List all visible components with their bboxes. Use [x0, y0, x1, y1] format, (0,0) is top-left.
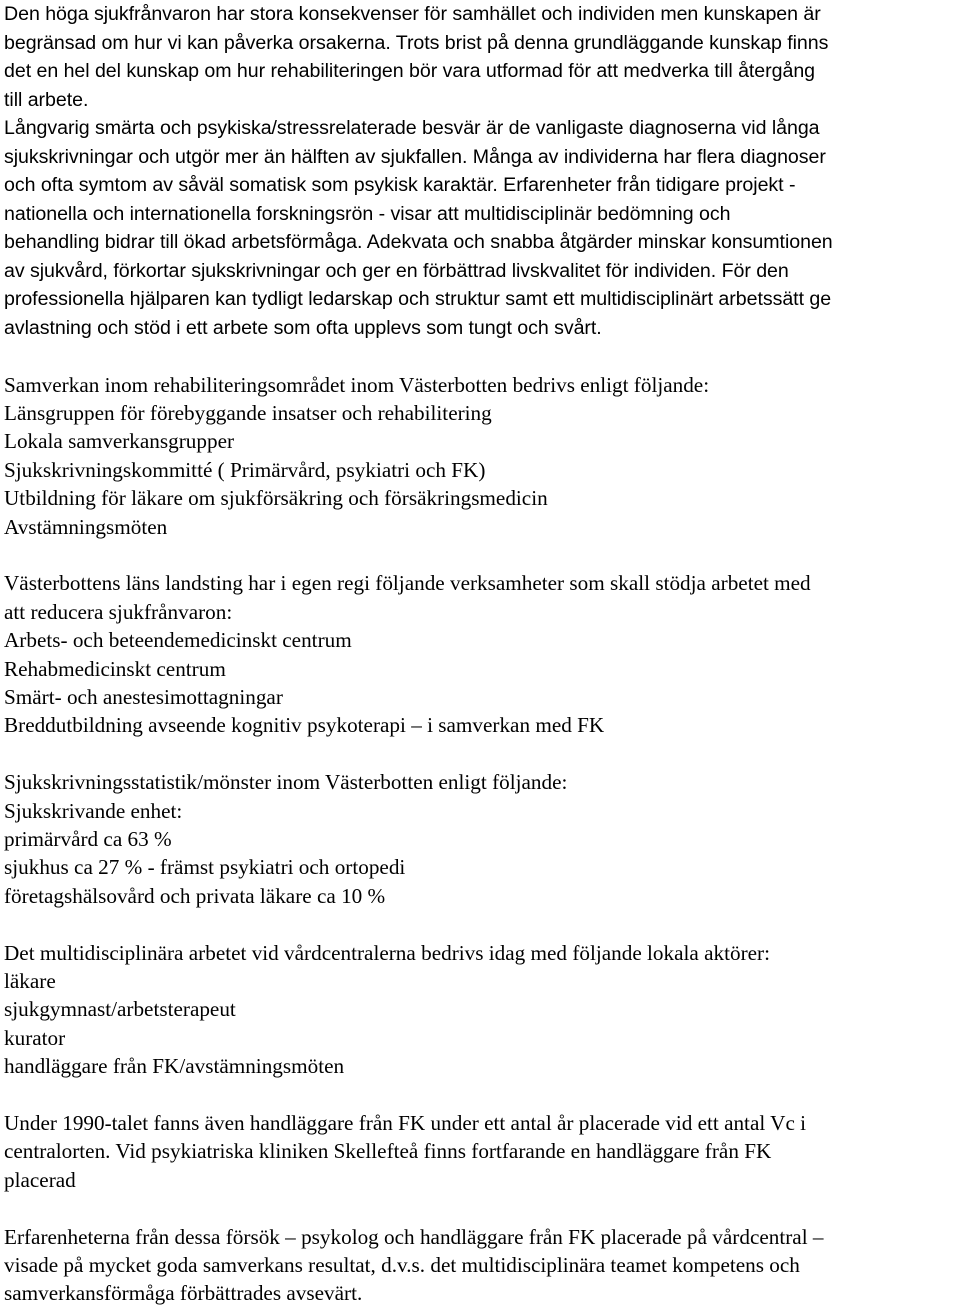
section-heading: Det multidisciplinära arbetet vid vårdcentralerna bedrivs idag med följande lokala aktörer: [4, 940, 770, 965]
text-line: Erfarenheterna från dessa försök – psykolog och handläggare från FK placerade på vårdcentral – [4, 1224, 824, 1249]
text-line: samverkansförmåga förbättrades avsevärt. [4, 1281, 363, 1306]
list-item: Utbildning för läkare om sjukförsäkring och försäkringsmedicin [4, 486, 548, 511]
section-heading: Sjukskrivningsstatistik/mönster inom Västerbotten enligt följande: [4, 770, 568, 795]
list-item: Rehabmedicinskt centrum [4, 656, 226, 681]
historik-paragraph [4, 1109, 958, 1194]
landsting-section [4, 569, 958, 739]
list-item: handläggare från FK/avstämningsmöten [4, 1054, 345, 1079]
list-item: Sjukskrivande enhet: [4, 798, 183, 823]
section-heading: Samverkan inom rehabiliteringsområdet inom Västerbotten bedrivs enligt följande: [4, 372, 710, 397]
document-page [4, 0, 958, 1308]
text-line: Långvarig smärta och psykiska/stressrelaterade besvär är de vanligaste diagnoserna vid långa [4, 117, 820, 139]
paragraph-spacer [4, 541, 958, 569]
list-item: primärvård ca 63 % [4, 826, 172, 851]
samverkan-section [4, 371, 958, 541]
list-item: företagshälsovård och privata läkare ca 10 % [4, 883, 386, 908]
text-line: begränsad om hur vi kan påverka orsakerna. Trots brist på denna grundläggande kunskap finns [4, 31, 829, 54]
list-item: Breddutbildning avseende kognitiv psykoterapi – i samverkan med FK [4, 713, 605, 738]
text-line: sjukskrivningar och utgör mer än hälften av sjukfallen. Många av individerna har flera diagnoser [4, 145, 826, 168]
text-line: Under 1990-talet fanns även handläggare från FK under ett antal år placerade vid ett antal Vc i [4, 1111, 807, 1135]
paragraph-spacer [4, 1194, 958, 1222]
paragraph-spacer [4, 1081, 958, 1109]
section-heading: Västerbottens läns landsting har i egen regi följande verksamheter som skall stödja arbetet med [4, 571, 811, 596]
text-line: behandling bidrar till ökad arbetsförmåga. Adekvata och snabba åtgärder minskar konsumtionen [4, 231, 833, 253]
text-line: avlastning och stöd i ett arbete som ofta upplevs som tungt och svårt. [4, 316, 602, 339]
text-line: visade på mycket goda samverkans resultat, d.v.s. det multidisciplinära teamet kompetens och [4, 1253, 800, 1278]
text-line: av sjukvård, förkortar sjukskrivningar och ger en förbättrad livskvalitet för individen. För den [4, 259, 789, 282]
text-line: det en hel del kunskap om hur rehabiliteringen bör vara utformad för att medverka till återgång [4, 60, 816, 82]
list-item: sjukgymnast/arbetsterapeut [4, 997, 236, 1022]
paragraph-spacer [4, 740, 958, 768]
text-line: placerad [4, 1167, 76, 1192]
aktorer-section [4, 939, 958, 1081]
text-line: till arbete. [4, 88, 89, 111]
text-line: Den höga sjukfrånvaron har stora konsekvenser för samhället och individen men kunskapen är [4, 3, 821, 25]
list-item: Lokala samverkansgrupper [4, 429, 235, 454]
text-line: nationella och internationella forskningsrön - visar att multidisciplinär bedömning och [4, 202, 731, 225]
list-item: Sjukskrivningskommitté ( Primärvård, psykiatri och FK) [4, 457, 486, 482]
list-item: läkare [4, 968, 56, 993]
text-line: professionella hjälparen kan tydligt ledarskap och struktur samt ett multidisciplinärt arbetssätt ge [4, 288, 832, 310]
intro-paragraph [4, 0, 958, 342]
erfarenheter-paragraph [4, 1223, 958, 1308]
text-line: centralorten. Vid psykiatriska kliniken Skellefteå finns fortfarande en handläggare från FK [4, 1139, 772, 1164]
list-item: Länsgruppen för förebyggande insatser och rehabilitering [4, 400, 492, 425]
paragraph-spacer [4, 910, 958, 938]
list-item: kurator [4, 1025, 66, 1050]
statistik-section [4, 768, 958, 910]
text-line: och ofta symtom av såväl somatisk som psykisk karaktär. Erfarenheter från tidigare projekt - [4, 174, 796, 196]
section-heading: att reducera sjukfrånvaron: [4, 599, 233, 624]
list-item: Avstämningsmöten [4, 514, 168, 539]
list-item: Arbets- och beteendemedicinskt centrum [4, 628, 352, 653]
list-item: sjukhus ca 27 % - främst psykiatri och ortopedi [4, 855, 406, 880]
paragraph-spacer [4, 342, 958, 371]
list-item: Smärt- och anestesimottagningar [4, 684, 283, 709]
